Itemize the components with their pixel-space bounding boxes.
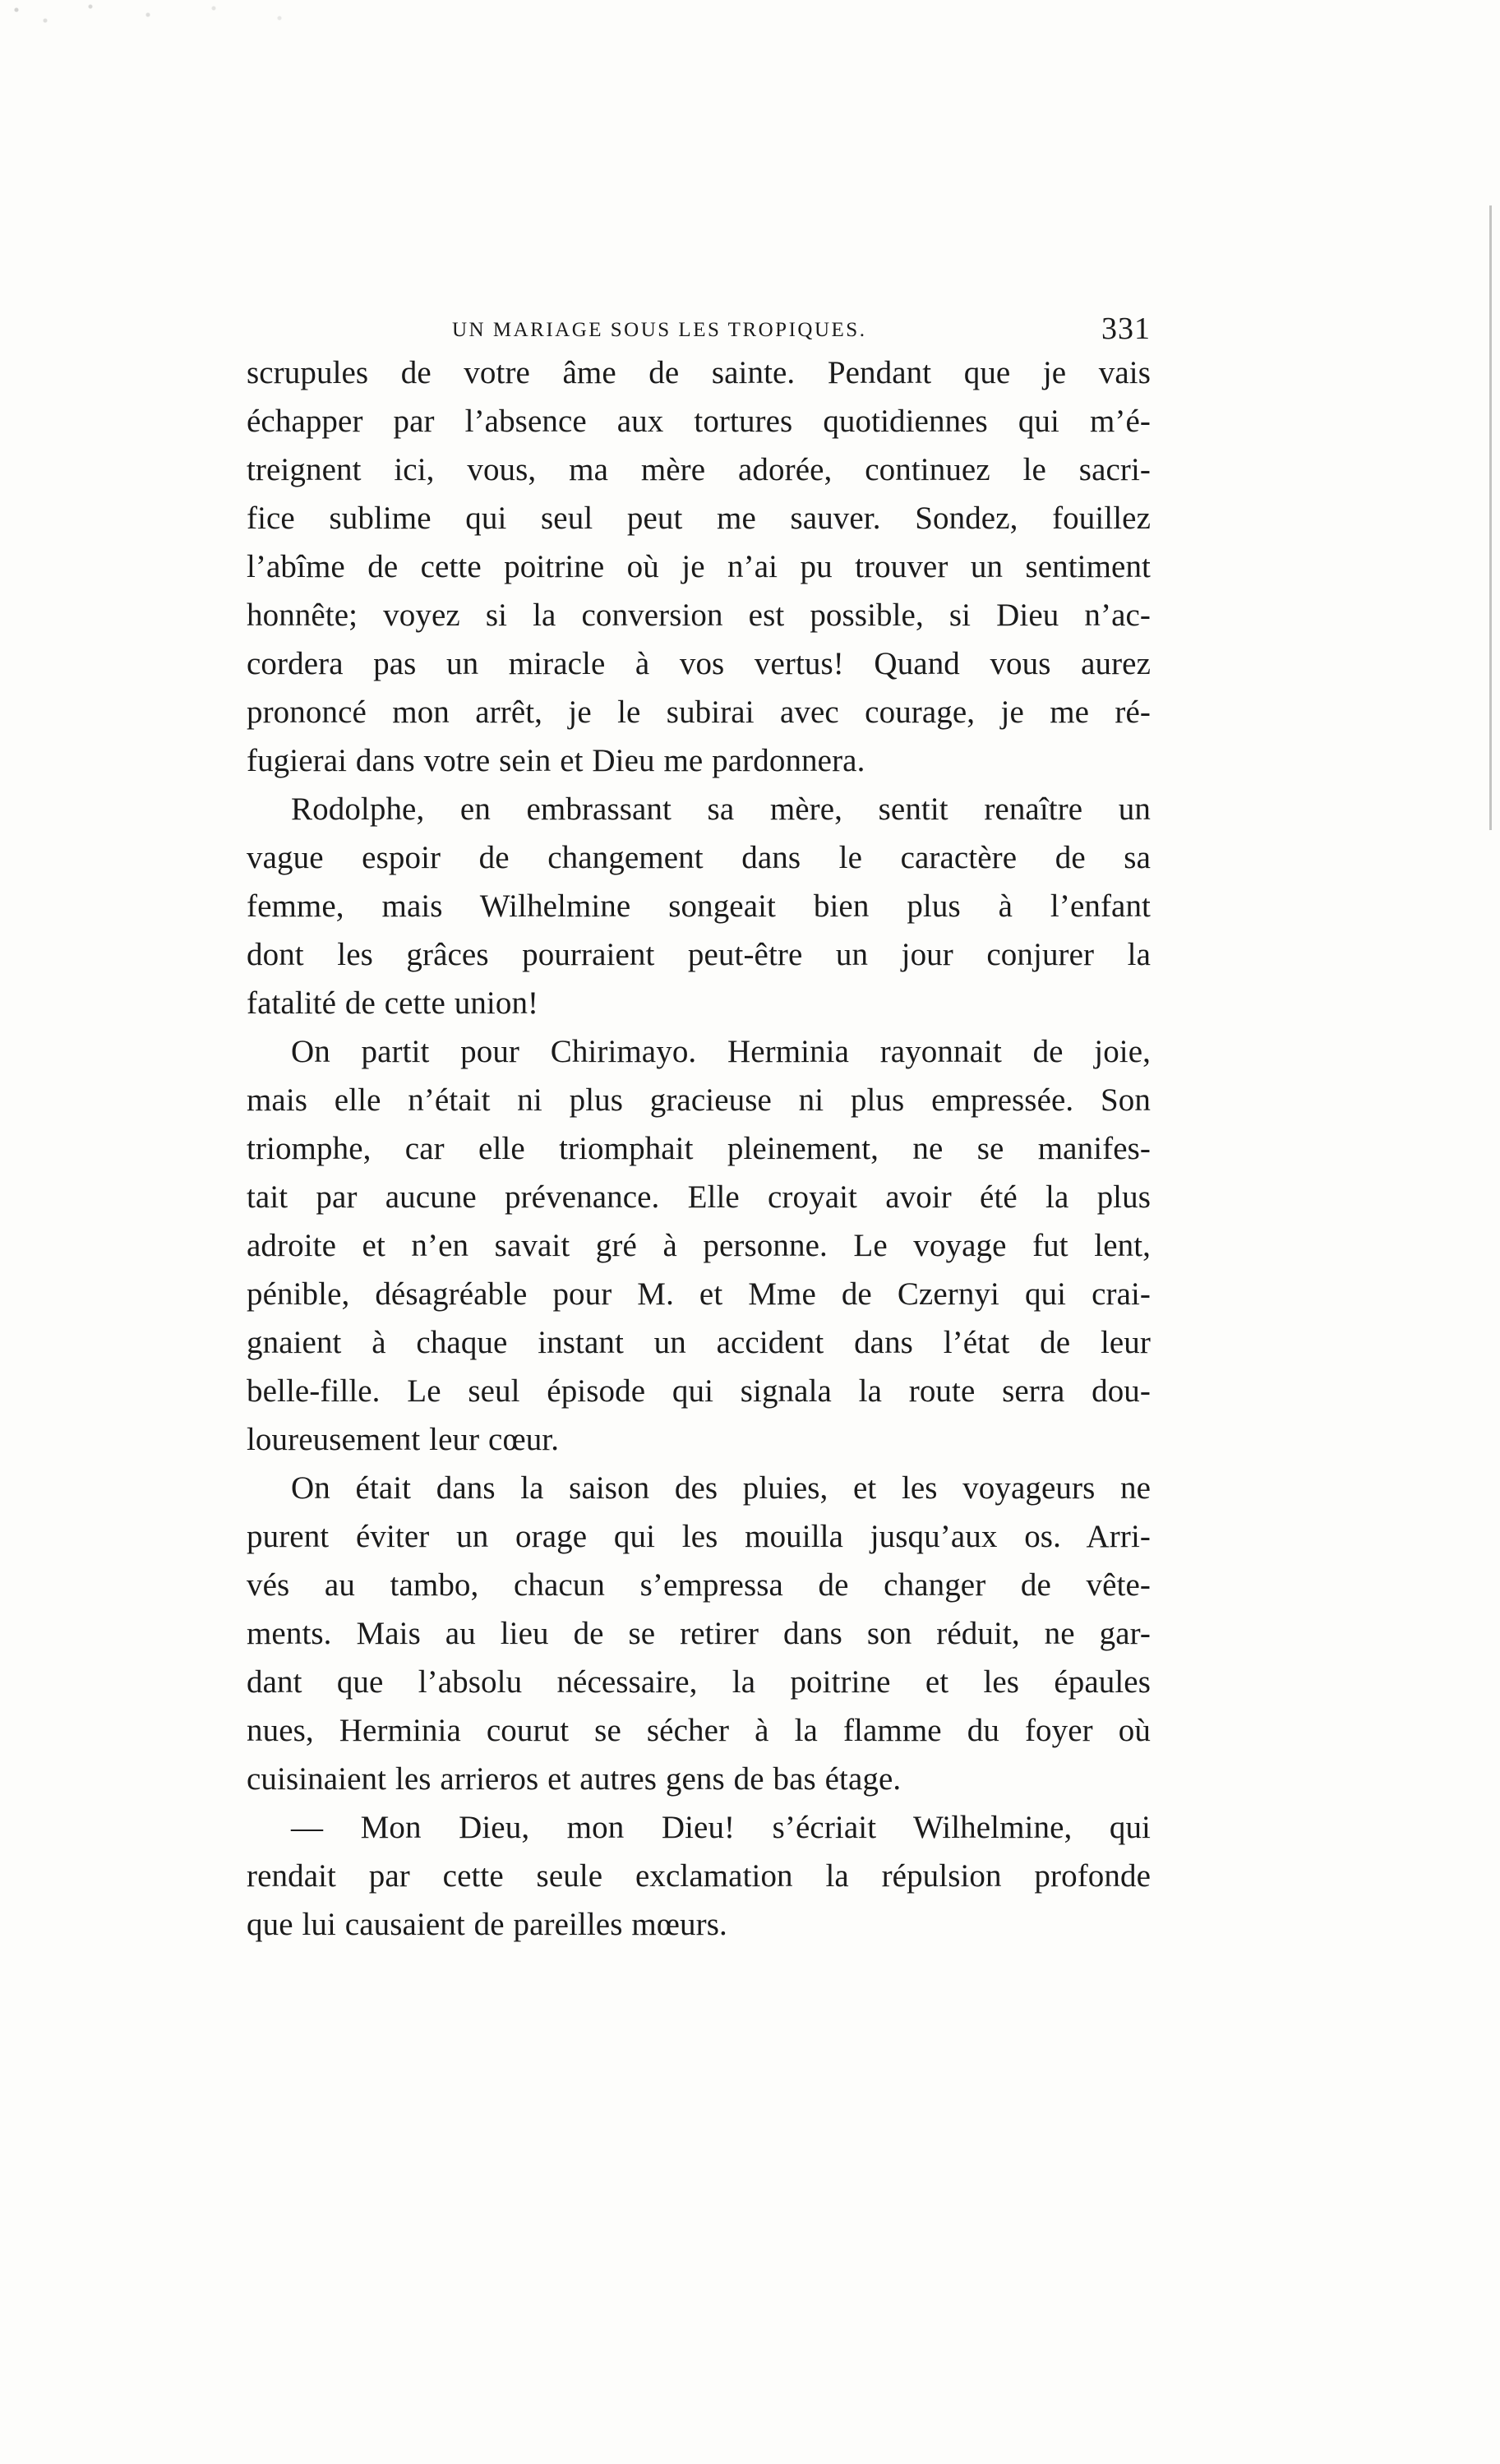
text-line: mais elle n’était ni plus gracieuse ni plus empressée. Son (247, 1082, 1151, 1118)
page-edge-shadow (1489, 205, 1492, 830)
text-line: ments. Mais au lieu de se retirer dans son réduit, ne gar- (247, 1616, 1151, 1651)
text-line: On était dans la saison des pluies, et les voyageurs ne (291, 1470, 1151, 1506)
text-line: nues, Herminia courut se sécher à la flamme du foyer où (247, 1713, 1151, 1748)
text-line: prononcé mon arrêt, je le subirai avec courage, je me ré- (247, 694, 1151, 730)
running-head-title: UN MARIAGE SOUS LES TROPIQUES. (452, 319, 867, 341)
text-line: adroite et n’en savait gré à personne. Le voyage fut lent, (247, 1228, 1151, 1263)
text-line: cuisinaient les arrieros et autres gens de bas étage. (247, 1761, 902, 1797)
page-number: 331 (1101, 311, 1151, 346)
book-page (247, 304, 1151, 1949)
text-line: échapper par l’absence aux tortures quotidiennes qui m’é- (247, 404, 1151, 439)
text-line: tait par aucune prévenance. Elle croyait avoir été la plus (247, 1179, 1151, 1215)
text-line: belle-fille. Le seul épisode qui signala la route serra dou- (247, 1373, 1151, 1409)
running-head (247, 304, 1151, 344)
text-line: gnaient à chaque instant un accident dans l’état de leur (247, 1325, 1151, 1360)
text-line: rendait par cette seule exclamation la répulsion profonde (247, 1858, 1151, 1894)
text-line: treignent ici, vous, ma mère adorée, continuez le sacri- (247, 452, 1151, 487)
text-line: vés au tambo, chacun s’empressa de changer de vête- (247, 1567, 1151, 1603)
text-line: femme, mais Wilhelmine songeait bien plus à l’enfant (247, 888, 1151, 924)
text-line: que lui causaient de pareilles mœurs. (247, 1907, 727, 1942)
body-text (247, 348, 1151, 1949)
text-line: vague espoir de changement dans le caractère de sa (247, 840, 1151, 875)
text-line: fice sublime qui seul peut me sauver. Sondez, fouillez (247, 501, 1151, 536)
text-line: honnête; voyez si la conversion est possible, si Dieu n’ac- (247, 598, 1151, 633)
text-line: loureusement leur cœur. (247, 1422, 560, 1457)
text-line: Rodolphe, en embrassant sa mère, sentit renaître un (291, 791, 1151, 827)
text-line: fatalité de cette union! (247, 985, 539, 1021)
text-line: dont les grâces pourraient peut-être un jour conjurer la (247, 937, 1151, 972)
text-line: pénible, désagréable pour M. et Mme de Czernyi qui crai- (247, 1276, 1151, 1312)
text-line: fugierai dans votre sein et Dieu me pardonnera. (247, 743, 865, 778)
text-line: cordera pas un miracle à vos vertus! Quand vous aurez (247, 646, 1151, 681)
text-line: l’abîme de cette poitrine où je n’ai pu trouver un sentiment (247, 549, 1151, 584)
text-line: triomphe, car elle triomphait pleinement, ne se manifes- (247, 1131, 1151, 1166)
text-line: dant que l’absolu nécessaire, la poitrine et les épaules (247, 1664, 1151, 1700)
text-line: — Mon Dieu, mon Dieu! s’écriait Wilhelmine, qui (291, 1810, 1151, 1845)
text-line: On partit pour Chirimayo. Herminia rayonnait de joie, (291, 1034, 1151, 1069)
text-line: scrupules de votre âme de sainte. Pendant que je vais (247, 355, 1151, 390)
scan-speckle-decoration (0, 0, 427, 58)
text-line: purent éviter un orage qui les mouilla jusqu’aux os. Arri- (247, 1519, 1151, 1554)
